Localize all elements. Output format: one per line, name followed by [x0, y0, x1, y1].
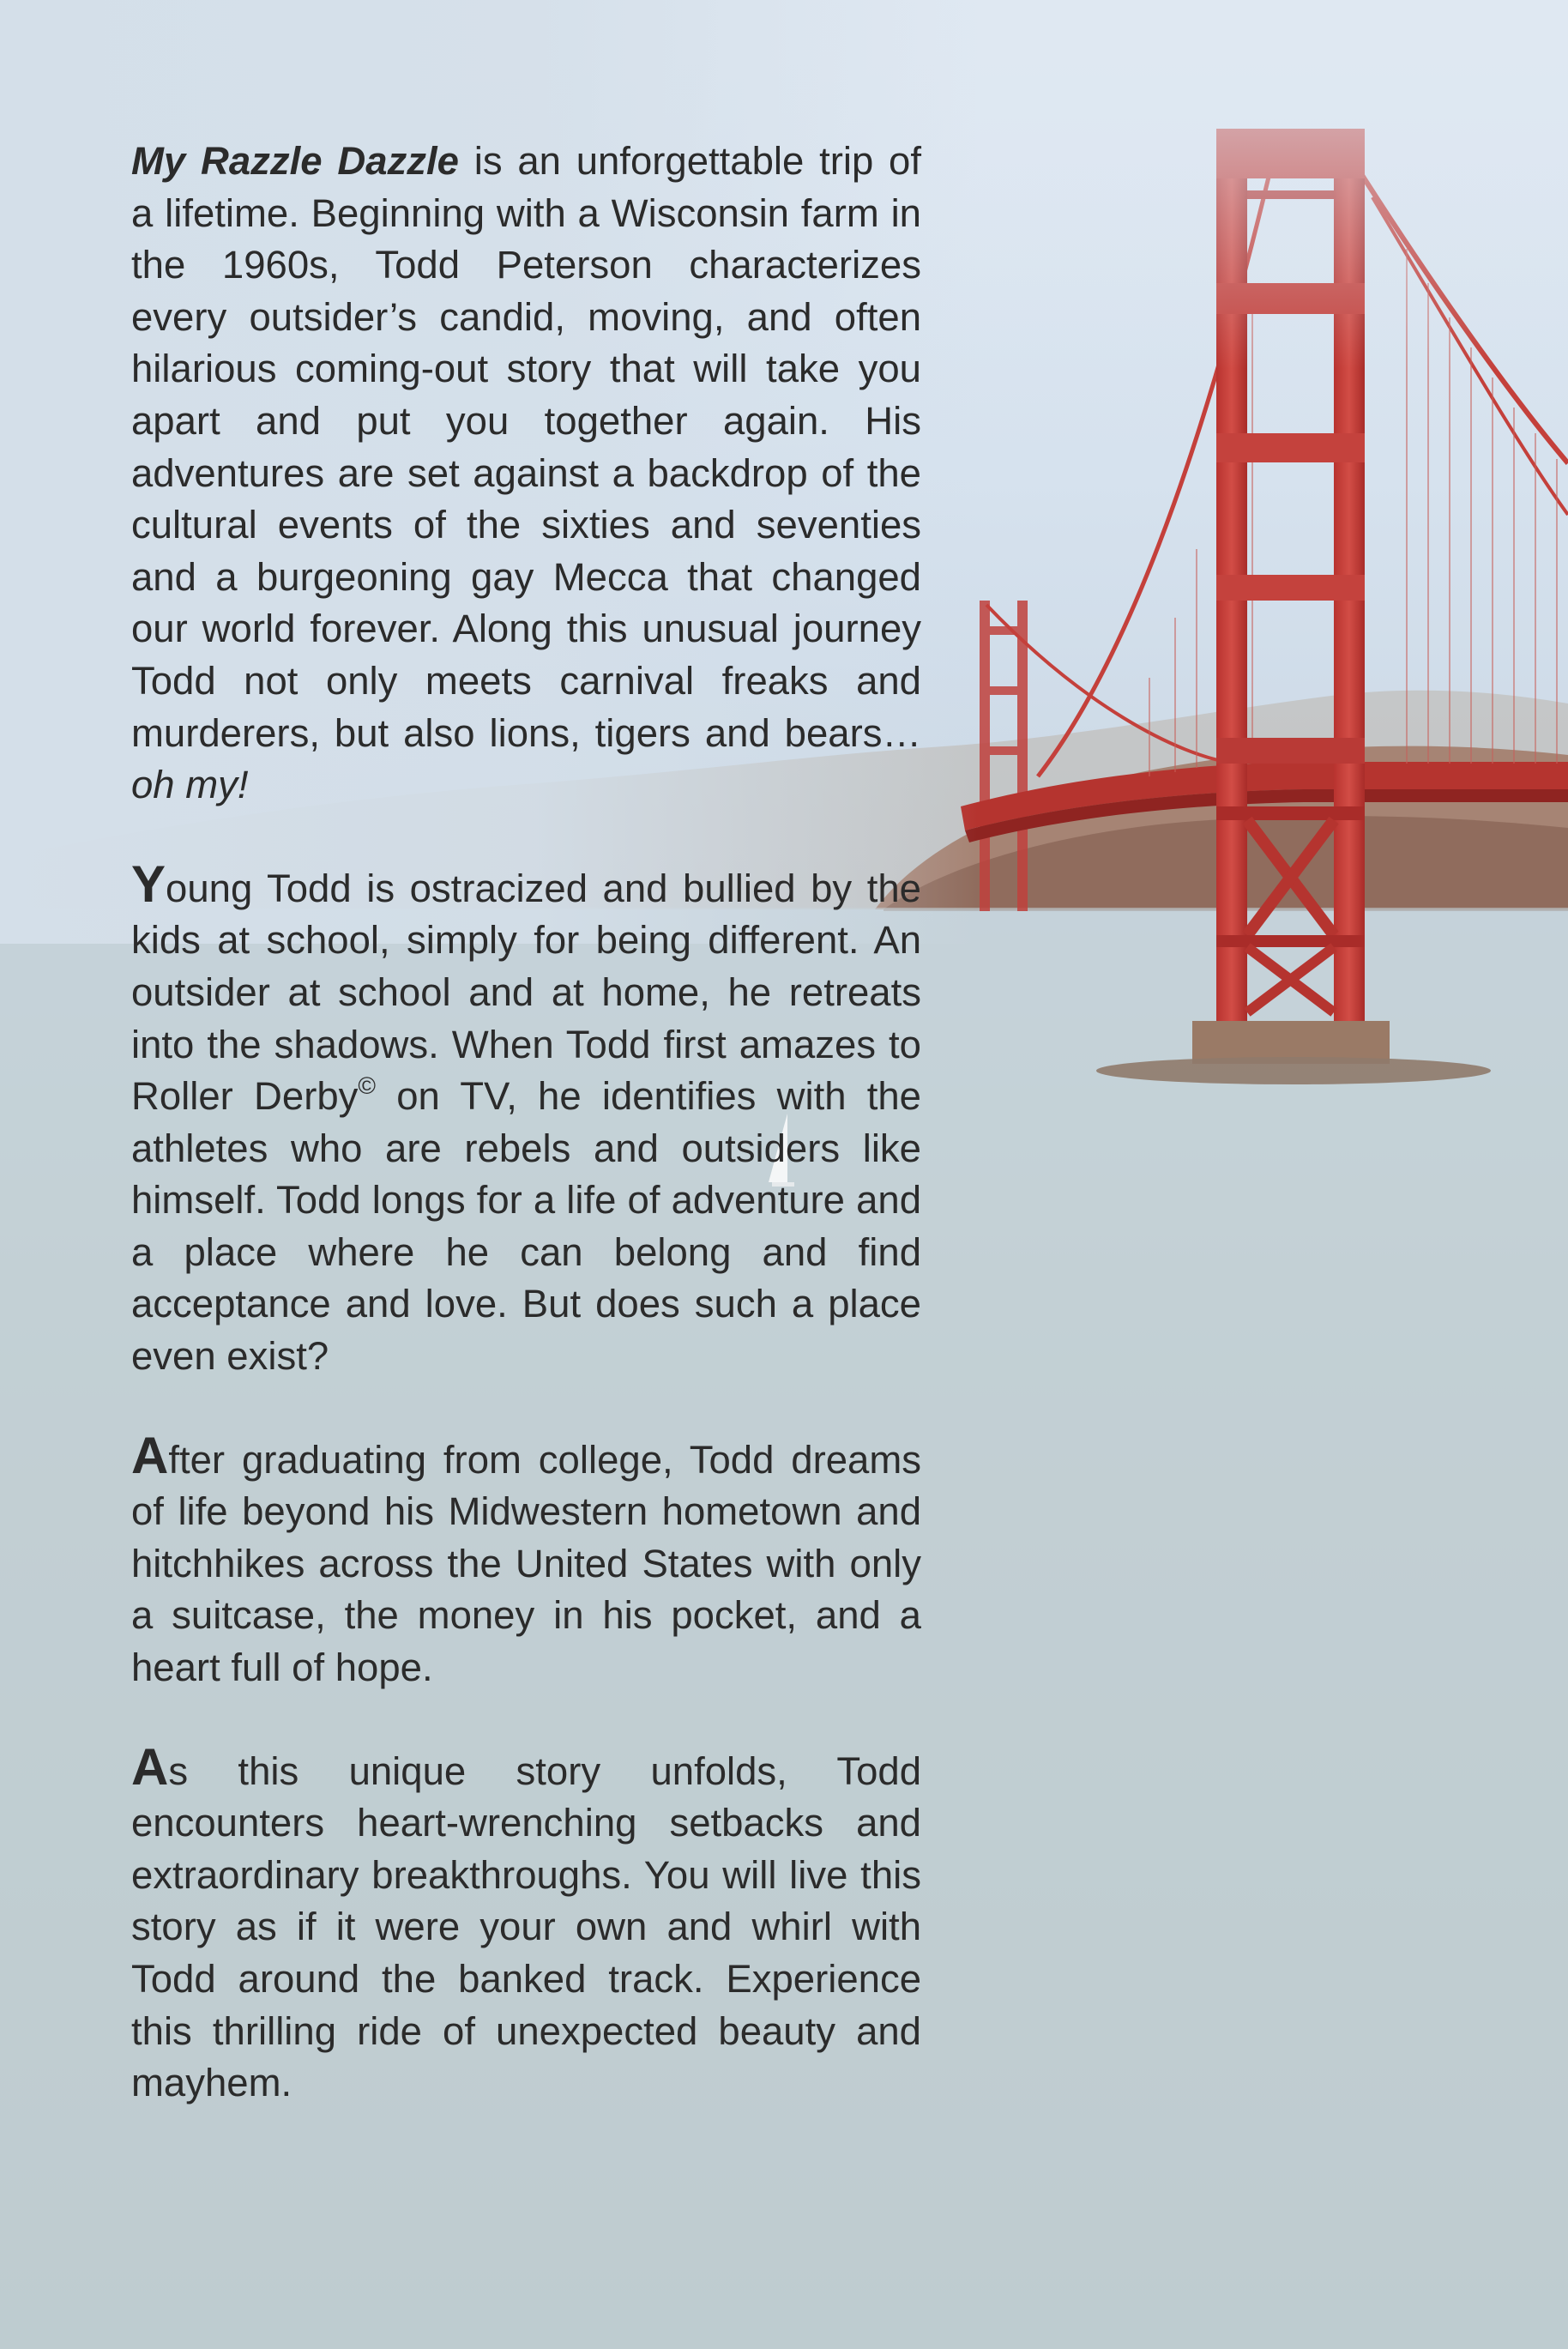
paragraph-3-text: fter graduating from college, Todd dreams of life beyond his Midwestern hometown and hitchhikes across the United States with only a suitcase, the money in his pocket, and a heart full of hope. — [131, 1437, 921, 1690]
paragraph-1-ending: oh my! — [131, 763, 249, 807]
copyright-mark: © — [358, 1072, 377, 1100]
book-title: My Razzle Dazzle — [131, 139, 459, 183]
paragraph-4-text: s this unique story unfolds, Todd encounters heart-wrenching setbacks and extraordinary breakthroughs. You will live this story as if it were your own and whirl with Todd around the banked track. Experience this thrilling ride of unexpected beauty and mayhem. — [131, 1748, 921, 2105]
paragraph-3 — [131, 1426, 921, 1694]
paragraph-1 — [131, 136, 921, 812]
paragraph-4 — [131, 1737, 921, 2110]
paragraph-4-dropcap: A — [131, 1737, 169, 1796]
description-text — [131, 136, 921, 2161]
paragraph-1-text: is an unforgettable trip of a lifetime. Beginning with a Wisconsin farm in the 1960s, Todd Peterson characterizes every outsider’s candid, moving, and often hilarious coming-out story that will take you apart and put you together again. His adventures are set against a backdrop of the cultural events of the sixties and seventies and a burgeoning gay Mecca that changed our world forever. Along this unusual journey Todd not only meets carnival freaks and murderers, but also lions, tigers and bears… — [131, 139, 921, 755]
paragraph-2-text: oung Todd is ostracized and bullied by the kids at school, simply for being different. An outsider at school and at home, he retreats into the shadows. When Todd first amazes to Roller Derby — [131, 866, 921, 1119]
paragraph-3-dropcap: A — [131, 1426, 169, 1484]
paragraph-2 — [131, 854, 921, 1383]
paragraph-2-text-cont: on TV, he identifies with the athletes who are rebels and outsiders like himself. Todd longs for a life of adventure and a place where he can belong and find acceptance and love. But does such a place even exist? — [131, 1074, 921, 1379]
paragraph-2-dropcap: Y — [131, 854, 166, 913]
